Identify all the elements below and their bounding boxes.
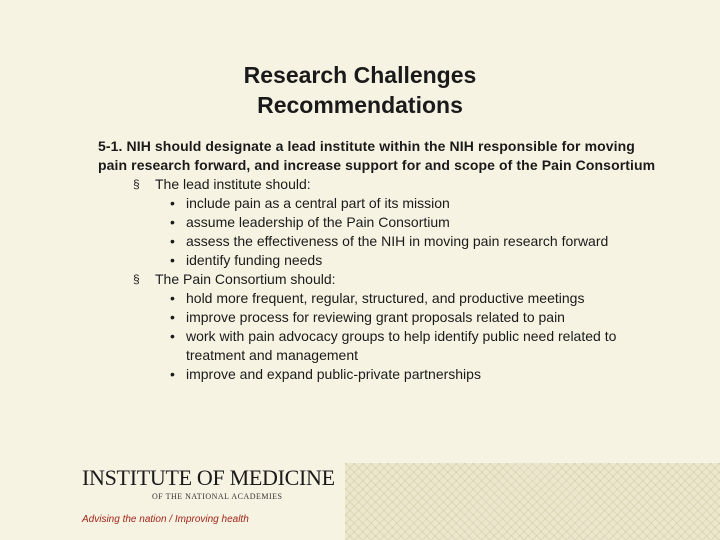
sub-bullet-text: hold more frequent, regular, structured, and productive meetings xyxy=(186,290,585,306)
logo-tagline: Advising the nation / Improving health xyxy=(82,514,249,525)
sub-bullet xyxy=(98,308,658,327)
sub-bullet-text: assume leadership of the Pain Consortium xyxy=(186,214,450,230)
bullet-marker: § xyxy=(133,177,140,191)
iom-logo xyxy=(82,466,342,525)
bullet-marker: § xyxy=(133,272,140,286)
sub-bullet-marker: • xyxy=(170,214,175,230)
sub-bullet-marker: • xyxy=(170,233,175,249)
bullet-label: The Pain Consortium should: xyxy=(155,271,336,287)
sub-bullet xyxy=(98,365,658,384)
bullet-pain-consortium xyxy=(98,270,658,289)
bullet-label: The lead institute should: xyxy=(155,176,311,192)
recommendation-text: 5-1. NIH should designate a lead institute within the NIH responsible for moving pain research forward, and increase support for and scope of the Pain Consortium xyxy=(98,138,656,173)
sub-bullet-marker: • xyxy=(170,290,175,306)
sub-bullet-text: include pain as a central part of its mission xyxy=(186,195,450,211)
sub-bullet-text: improve and expand public-private partnerships xyxy=(186,366,481,382)
sub-bullet-marker: • xyxy=(170,195,175,211)
logo-sub-text: OF THE NATIONAL ACADEMIES xyxy=(152,492,283,501)
sub-bullet-marker: • xyxy=(170,366,175,382)
sub-bullet-marker: • xyxy=(170,309,175,325)
bullet-lead-institute xyxy=(98,175,658,194)
title-line-2: Recommendations xyxy=(257,92,463,118)
sub-bullet-marker: • xyxy=(170,328,175,344)
sub-bullet xyxy=(98,194,658,213)
sub-bullet xyxy=(98,289,658,308)
slide-title xyxy=(0,60,720,120)
sub-bullet xyxy=(98,213,658,232)
sub-bullet xyxy=(98,251,658,270)
title-line-1: Research Challenges xyxy=(243,62,477,88)
sub-bullet xyxy=(98,232,658,251)
sub-bullet xyxy=(98,327,658,365)
slide-body xyxy=(98,137,658,384)
sub-bullet-text: improve process for reviewing grant proposals related to pain xyxy=(186,309,565,325)
sub-bullet-marker: • xyxy=(170,252,175,268)
logo-main-text: INSTITUTE OF MEDICINE xyxy=(82,465,335,490)
sub-bullet-text: assess the effectiveness of the NIH in moving pain research forward xyxy=(186,233,609,249)
sub-bullet-text: identify funding needs xyxy=(186,252,323,268)
footer-pattern xyxy=(345,463,720,540)
sub-bullet-text: work with pain advocacy groups to help identify public need related to treatment and management xyxy=(186,328,617,363)
